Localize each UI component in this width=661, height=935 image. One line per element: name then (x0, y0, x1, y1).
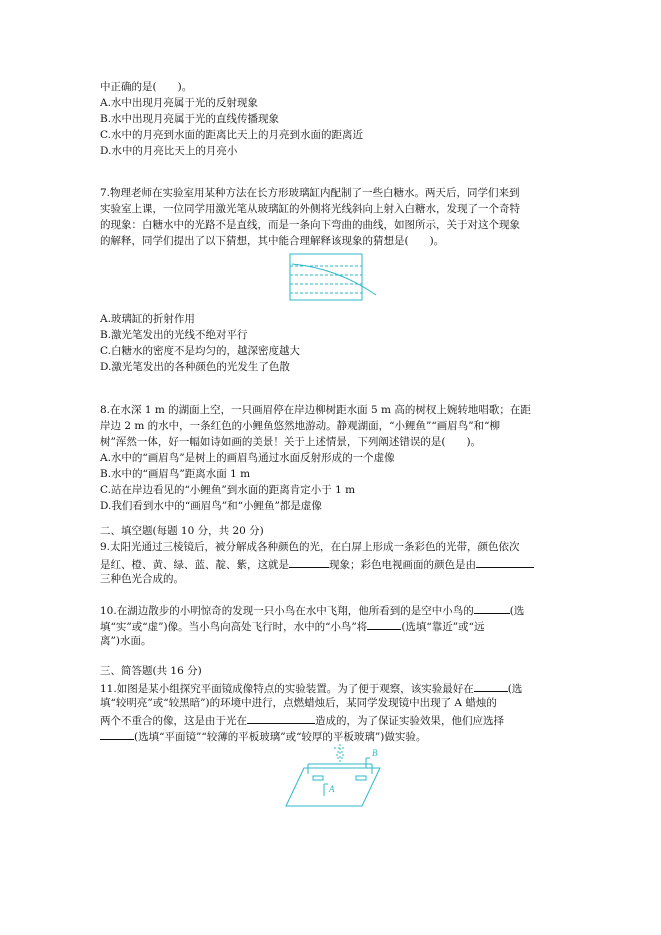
q10-line-2 (100, 618, 485, 634)
q7-stem-line-3: 的现象：白糖水中的光路不是直线，而是一条向下弯曲的曲线，如图所示，关于对这个现象 (100, 219, 520, 231)
q11-blank-2[interactable] (247, 712, 315, 724)
q10-blank-1[interactable] (474, 602, 510, 614)
q7-stem-line-4: 的解释，同学们提出了以下猜想，其中能合理解释该现象的猜想是( )。 (100, 235, 445, 247)
q10-text-d: (选填“靠近”或“远 (401, 621, 485, 633)
candle-a-label: A (329, 784, 335, 794)
q8-option-c: C.站在岸边看见的“小鲤鱼”到水面的距离肯定小于 1 m (100, 484, 356, 496)
q11-text-e: (选填“平面镜”“较薄的平板玻璃”或“较厚的平板玻璃”)做实验。 (134, 731, 427, 743)
q10-line-1 (100, 602, 524, 618)
q10-blank-2[interactable] (367, 618, 401, 630)
q6-option-d: D.水中的月亮比天上的月亮小 (100, 145, 238, 157)
q11-text-c: 两个不重合的像，这是由于光在 (100, 715, 247, 727)
q7-stem-line-1: 7.物理老师在实验室用某种方法在长方形玻璃缸内配制了一些白糖水。两天后，同学们来到 (100, 187, 520, 199)
q11-text-b: (选 (507, 683, 523, 695)
q7-option-a: A.玻璃缸的折射作用 (100, 313, 195, 325)
q8-option-d: D.我们看到水中的“画眉鸟”和“小鲤鱼”都是虚像 (100, 500, 322, 512)
q8-stem-line-3: 树”浑然一体，好一幅如诗如画的美景！关于上述情景，下列阐述错误的是( )。 (100, 436, 482, 448)
q9-blank-1[interactable] (289, 556, 329, 568)
section2-heading: 二、填空题(每题 10 分，共 20 分) (100, 525, 264, 537)
q7-option-c: C.白糖水的密度不是均匀的，越深密度越大 (100, 345, 300, 357)
q9-text-a: 是红、橙、黄、绿、蓝、靛、紫，这就是 (100, 559, 289, 571)
q11-blank-3[interactable] (100, 728, 134, 740)
candle-b-label: B (372, 748, 378, 758)
q10-text-c: 填“实”或“虚”)像。当小鸟向高处飞行时，水中的“小鸟”将 (100, 621, 368, 633)
q10-text-a: 10.在湖边散步的小明惊奇的发现一只小鸟在水中飞翔，他所看到的是空中小鸟的 (100, 605, 474, 617)
q8-option-b: B.水中的“画眉鸟”距离水面 1 m (100, 468, 251, 480)
q11-line-2: 填“较明亮”或“较黑暗”)的环境中进行，点燃蜡烛后，某同学发现镜中出现了 A 蜡烛的 (100, 697, 497, 709)
q9-text-b: 现象；彩色电视画面的颜色是由 (329, 559, 476, 571)
q9-line-1: 9.太阳光通过三棱镜后，被分解成各种颜色的光，在白屏上形成一条彩色的光带，颜色依次 (100, 541, 520, 553)
q9-line-2 (100, 556, 534, 572)
q7-stem-line-2: 实验室上课，一位同学用激光笔从玻璃缸的外侧将光线斜向上射入白糖水，发现了一个奇特 (100, 203, 520, 215)
q6-option-c: C.水中的月亮到水面的距离比天上的月亮到水面的距离近 (100, 129, 363, 141)
q8-stem-line-1: 8.在水深 1 m 的湖面上空，一只画眉停在岸边柳树距水面 5 m 高的树杈上婉转地唱歌；在距 (100, 404, 531, 416)
q11-text-a: 11.如图是某小组探究平面镜成像特点的实验装置。为了便于观察，该实验最好在 (100, 683, 474, 695)
q11-text-d: 造成的，为了保证实验效果，他们应选择 (315, 715, 504, 727)
q6-stem-tail: 中正确的是( )。 (100, 81, 193, 93)
q10-text-b: (选 (509, 605, 525, 617)
sugar-water-tank-figure (282, 250, 384, 306)
q9-blank-2[interactable] (476, 556, 534, 568)
q9-line-3: 三种色光合成的。 (100, 573, 184, 585)
q6-option-a: A.水中出现月亮属于光的反射现象 (100, 97, 258, 109)
q11-blank-1[interactable] (474, 680, 508, 692)
section3-heading: 三、简答题(共 16 分) (100, 665, 202, 677)
q11-line-1 (100, 680, 522, 696)
q8-option-a: A.水中的“画眉鸟”是树上的画眉鸟通过水面反射形成的一个虚像 (100, 452, 395, 464)
q10-line-3: 离”)水面。 (100, 635, 152, 647)
q8-stem-line-2: 岸边 2 m 的水中，一条红色的小鲤鱼悠然地游动。静观湖面，“小鲤鱼”“画眉鸟”和“柳 (100, 420, 500, 432)
plane-mirror-experiment-figure (282, 740, 392, 810)
q6-option-b: B.水中出现月亮属于光的直线传播现象 (100, 113, 280, 125)
q7-option-b: B.激光笔发出的光线不绝对平行 (100, 329, 248, 341)
q7-option-d: D.激光笔发出的各种颜色的光发生了色散 (100, 361, 290, 373)
q11-line-3 (100, 712, 504, 728)
